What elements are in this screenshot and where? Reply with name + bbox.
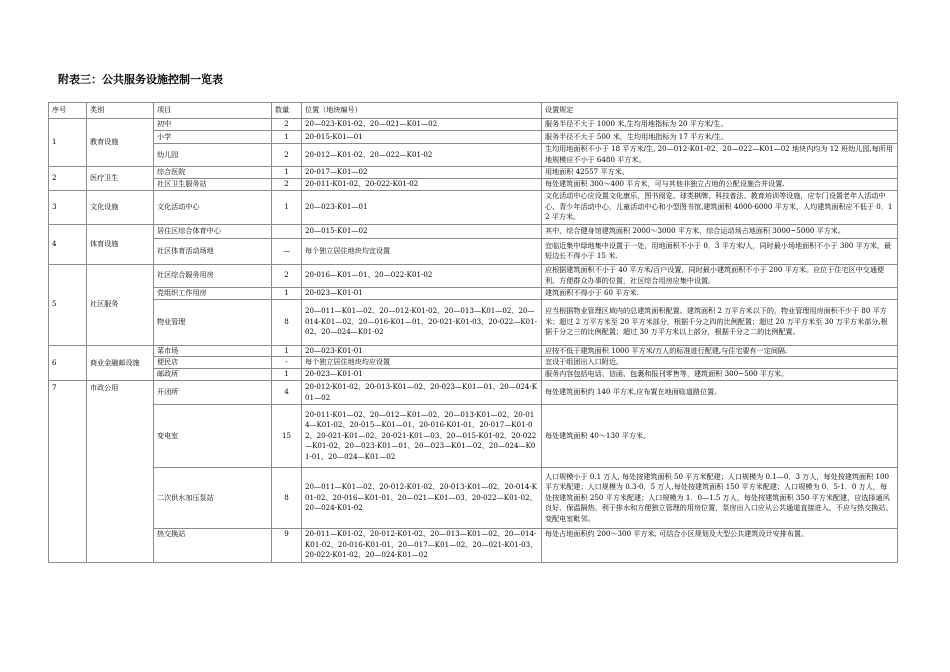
row-qty: 2: [272, 144, 302, 167]
row-item: 热交换站: [154, 529, 272, 563]
row-rule: 服务半径不大于 500 米，生均用地指标为 17 平方米/生。: [542, 131, 898, 144]
row-rule: 应根据建筑面积不小于 40 平方米/百户设置，同时最小建筑面积不小于 200 平方米。应位于住宅区中交通便利、方便群众办事的位置，社区综合用房应集中设置。: [542, 264, 898, 287]
table-row: [49, 468, 898, 529]
row-item: 菜市场: [154, 345, 272, 357]
row-rule: 每处建筑面积 40～130 平方米。: [542, 405, 898, 468]
row-qty: 8: [272, 468, 302, 529]
row-item: 社区卫生服务站: [154, 178, 272, 190]
row-location: 20-015-K01—01: [302, 131, 542, 144]
row-item: 物业管理: [154, 299, 272, 345]
row-rule: 文化活动中心应设置文化康乐、图书阅览、球类棋牌、科技普法、教育培训等设施，应专门设置老年人活动中心、青少年活动中心，儿童活动中心和小型图书馆,建筑面积 4000-6000 平方米，人均建筑面积应不低于 0．12 平方米。: [542, 190, 898, 224]
header-row: [49, 103, 898, 119]
page-title: 附表三：公共服务设施控制一览表: [58, 73, 223, 86]
row-qty: —: [272, 238, 302, 264]
row-qty: [272, 224, 302, 238]
row-qty: 2: [272, 264, 302, 287]
facilities-table: [48, 102, 898, 563]
row-item: 幼儿园: [154, 144, 272, 167]
group-seq: 7: [49, 381, 87, 563]
header-item: 项目: [154, 103, 272, 119]
row-location: 20-017—K01—02: [302, 167, 542, 179]
group-seq: 1: [49, 119, 87, 167]
row-qty: 15: [272, 405, 302, 468]
row-item: 开闭所: [154, 381, 272, 405]
row-item: 文化活动中心: [154, 190, 272, 224]
table-row: [49, 299, 898, 345]
row-location: 20—011—K01—02、20—012-K01-02、20—013—K01—02、20—014-K01—02、20—016-K01—01、20-021-K01-03、20-022—K01-02、20—024—K01-02: [302, 299, 542, 345]
row-qty: 1: [272, 167, 302, 179]
table-row: [49, 178, 898, 190]
row-qty: 1: [272, 369, 302, 381]
row-qty: 2: [272, 119, 302, 131]
header-category: 类别: [87, 103, 154, 119]
group-seq: 4: [49, 224, 87, 264]
row-location: 20-011-K01—02、20—012—K01—02、20—013-K01—02、20-014—K01-02、20-015—K01—01、20-016-K01-01、20-017—K01-02、20-021-K01—02、20-021-K01—03、20—015-K01-02、20-022—K01-02、20—023-K01—01、20—023—K01—02、20—024—K01-01、20—024—K01—02: [302, 405, 542, 468]
row-qty: 4: [272, 381, 302, 405]
row-item: 社区综合服务用房: [154, 264, 272, 287]
header-location: 位置（地块编号）: [302, 103, 542, 119]
table-row: [49, 224, 898, 238]
table-row: [49, 190, 898, 224]
row-item: 初中: [154, 119, 272, 131]
group-category: 社区服务: [87, 264, 154, 345]
row-item: 邮政所: [154, 369, 272, 381]
row-rule: 其中，综合健身馆建筑面积 2000～3000 平方米，综合运动场占地面积 3000~5000 平方米。: [542, 224, 898, 238]
group-seq: 3: [49, 190, 87, 224]
row-location: 20-011—K01-02、20-012-K01-02、20—013—K01—02、20—014-K01-02、20-016-K01-01、20—017—K01—02、20—021-K01-03、20-022-K01-02、20—024-K01—02: [302, 529, 542, 563]
table-row: [49, 529, 898, 563]
row-item: 二次供水加压泵站: [154, 468, 272, 529]
table-row: [49, 238, 898, 264]
header-qty: 数量: [272, 103, 302, 119]
row-qty: 8: [272, 299, 302, 345]
row-item: 社区体育活动场地: [154, 238, 272, 264]
row-qty: 1: [272, 345, 302, 357]
group-category: 市政公用: [87, 381, 154, 563]
header-seq: 序号: [49, 103, 87, 119]
table-row: [49, 405, 898, 468]
row-rule: 每处占地面积约 200～300 平方米, 可结合小区规划及大型公共建筑设计安排布置。: [542, 529, 898, 563]
row-rule: 建筑面积不得小于 60 平方米.: [542, 287, 898, 299]
row-location: 每个独立居住地块均应设置: [302, 357, 542, 369]
table-row: [49, 369, 898, 381]
row-location: 20-012—K01-02、20—022—K01-02: [302, 144, 542, 167]
table-row: [49, 287, 898, 299]
row-location: 每个独立居住地块均宜设置: [302, 238, 542, 264]
table-row: [49, 357, 898, 369]
row-item: 党组织工作用房: [154, 287, 272, 299]
row-location: 20-012-K01-02、20-013-K01—02、20-023—K01—01、20—024-K01—02: [302, 381, 542, 405]
row-item: 综合医院: [154, 167, 272, 179]
row-location: 20-023—K01-01: [302, 287, 542, 299]
table-row: [49, 119, 898, 131]
row-location: 20-011-K01-02、20-022-K01-02: [302, 178, 542, 190]
row-qty: -: [272, 357, 302, 369]
row-item: 变电室: [154, 405, 272, 468]
group-seq: 5: [49, 264, 87, 345]
row-qty: 1: [272, 190, 302, 224]
group-category: 教育设施: [87, 119, 154, 167]
table-row: [49, 131, 898, 144]
row-item: 便民店: [154, 357, 272, 369]
row-rule: 用地面积 42557 平方米。: [542, 167, 898, 179]
row-rule: 人口规模小于 0.1 万人, 每处按建筑面积 50 平方米配建；人口规模为 0.1—0．3 万人，每处按建筑面积 100 平方米配建；人口规模为 0.3-0．5 万人,每处按建筑面积 150 平方米配建；人口规模为 0．5-1．0 万人，每处按建筑面积 250 平方米配建；人口规模为 1．0—1.5 万人，每处按建筑面积 350 平方米配建，应选择通风良好、保温隔热、利于排水和方便独立管理的用房位置，泵房出入口应从公共通道直接进入，不应与热交换站、变配电室毗邻。: [542, 468, 898, 529]
row-qty: 2: [272, 178, 302, 190]
row-item: 居住区综合体育中心: [154, 224, 272, 238]
row-rule: 生均用地面积不小于 18 平方米/生, 20—012-K01-02、20—022—K01—02 地块内均为 12 班幼儿园,每所用地规模应不小于 6480 平方米。: [542, 144, 898, 167]
row-location: 20-023—K01-01: [302, 369, 542, 381]
row-qty: 1: [272, 287, 302, 299]
group-seq: 2: [49, 167, 87, 191]
table-row: [49, 167, 898, 179]
group-category: 医疗卫生: [87, 167, 154, 191]
row-qty: 1: [272, 131, 302, 144]
row-rule: 宜临近集中绿地集中设置于一处，用地面积不小于 0．3 平方米/人，同时最小场地面积不小于 300 平方米，最短边长不得小于 15 米.: [542, 238, 898, 264]
table-row: [49, 381, 898, 405]
group-category: 文化设施: [87, 190, 154, 224]
group-category: 商业金融邮设施: [87, 345, 154, 381]
row-qty: 9: [272, 529, 302, 563]
table-row: [49, 345, 898, 357]
row-rule: 应当根据物业管理区域内的总建筑面积配置。建筑面积 2 万平方米以下的，物业管理用房面积不少于 80 平方米；超过 2 万平方米至 20 平方米部分，根据千分之四的比例配置；超过 20 万平方米至 30 万平方米部分,根据千分之三的比例配置；超过 30 万平方米以上部分，根据千分之二的比例配置。: [542, 299, 898, 345]
row-location: 20—015-K01—02: [302, 224, 542, 238]
row-item: 小学: [154, 131, 272, 144]
row-rule: 应按不低于建筑面积 1000 平方米/万人的标准进行配建,与住宅要有一定间隔.: [542, 345, 898, 357]
row-location: 20—011—K01—02、20-012-K01-02、20-013-K01—02、20-014-K01-02、20-016—K01-01、20—021—K01—03、20-022—K01-02、20—024-K01-02: [302, 468, 542, 529]
row-location: 20—023-K01—01: [302, 190, 542, 224]
row-location: 20—023-K01-02、20—021—K01—02: [302, 119, 542, 131]
row-rule: 每处建筑面积 300～400 平方米，可与其他非独立占地的公配设施合并设置.: [542, 178, 898, 190]
table-row: [49, 144, 898, 167]
header-rule: 设置规定: [542, 103, 898, 119]
row-rule: 服务内容包括电话、信函、包裹和报刊零售等，建筑面积 300~500 平方米。: [542, 369, 898, 381]
row-rule: 服务半径不大于 1000 米,生均用地指标为 20 平方米/生。: [542, 119, 898, 131]
row-rule: 宜设于组团出入口附近。: [542, 357, 898, 369]
group-category: 体育设施: [87, 224, 154, 264]
row-location: 20—023-K01-01: [302, 345, 542, 357]
row-location: 20-016—K01—01、20—022-K01-02: [302, 264, 542, 287]
group-seq: 6: [49, 345, 87, 381]
table-row: [49, 264, 898, 287]
row-rule: 每处建筑面积约 140 平方米,应布置在地面临道路位置。: [542, 381, 898, 405]
